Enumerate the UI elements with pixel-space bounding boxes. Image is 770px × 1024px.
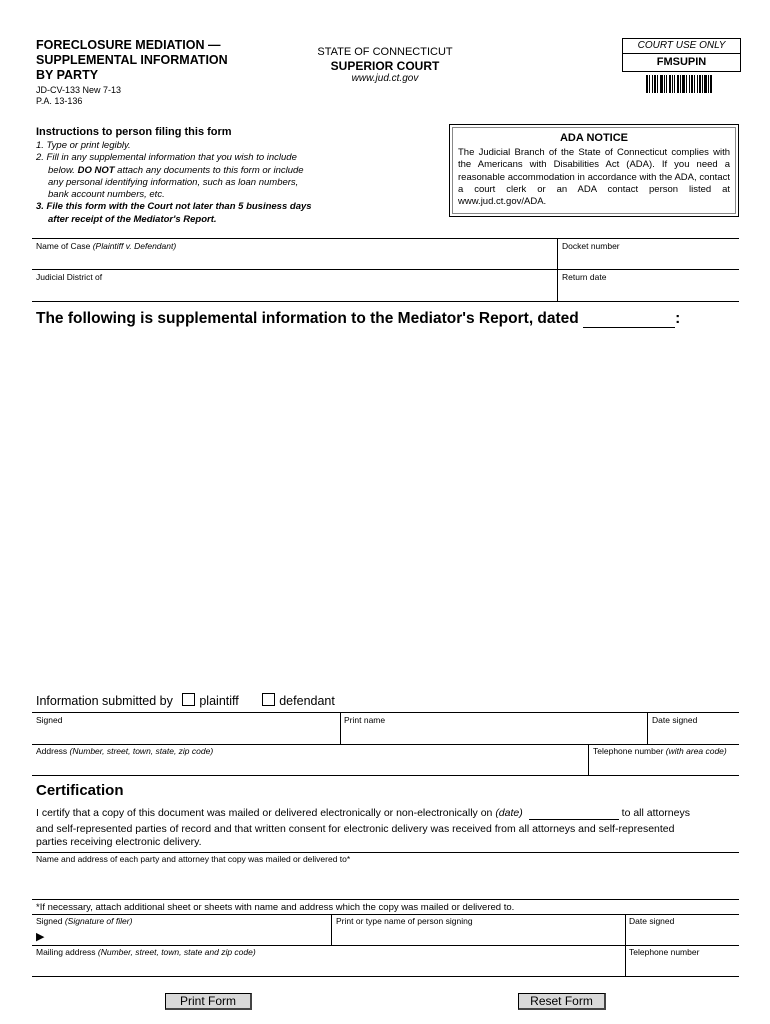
certification-title: Certification bbox=[36, 782, 124, 799]
instruction-3-line-2: after receipt of the Mediator's Report. bbox=[48, 213, 217, 225]
instruction-2-line-3: any personal identifying information, such as loan numbers, bbox=[48, 176, 299, 188]
supplemental-info-heading: The following is supplemental information to the Mediator's Report, dated : bbox=[36, 310, 681, 327]
reset-form-button[interactable]: Reset Form bbox=[518, 993, 606, 1010]
ada-notice-box bbox=[449, 124, 739, 217]
title-line-3: BY PARTY bbox=[36, 68, 99, 82]
instruction-2-line-4: bank account numbers, etc. bbox=[48, 189, 165, 201]
date-signed-field[interactable]: Date signed bbox=[652, 715, 698, 725]
print-form-button[interactable]: Print Form bbox=[165, 993, 252, 1010]
court-name: SUPERIOR COURT bbox=[330, 59, 440, 73]
form-title bbox=[36, 38, 228, 83]
docket-number-field[interactable]: Docket number bbox=[562, 241, 620, 251]
instruction-2: 2. Fill in any supplemental information that you wish to include bbox=[36, 152, 297, 164]
website: www.jud.ct.gov bbox=[351, 73, 419, 84]
instruction-1: 1. Type or print legibly. bbox=[36, 140, 131, 151]
address-field[interactable]: Address (Number, street, town, state, zip code) bbox=[36, 746, 214, 756]
certification-date-signed-field[interactable]: Date signed bbox=[629, 916, 675, 926]
telephone-field[interactable]: Telephone number (with area code) bbox=[593, 746, 727, 756]
certification-text: I certify that a copy of this document was mailed or delivered electronically or non-electronically on (date) to all attorneys and self-represented parties of record and that written consent for electronic delivery was received from all attorneys and self-represented parties receiving electronic delivery. bbox=[36, 807, 690, 848]
form-number-block bbox=[36, 85, 121, 107]
plaintiff-checkbox[interactable] bbox=[182, 693, 195, 706]
signed-field[interactable]: Signed bbox=[36, 715, 63, 725]
title-line-1: FORECLOSURE MEDIATION — bbox=[36, 38, 221, 52]
title-line-2: SUPPLEMENTAL INFORMATION bbox=[36, 53, 228, 67]
name-and-address-field[interactable]: Name and address of each party and attorney that copy was mailed or delivered to* bbox=[36, 854, 351, 864]
ada-notice-title: ADA NOTICE bbox=[559, 132, 629, 144]
state-name: STATE OF CONNECTICUT bbox=[317, 46, 453, 58]
ada-notice-body: The Judicial Branch of the State of Connecticut complies with the Americans with Disabilities Act (ADA). If you need a reasonable accommodation in accordance with the ADA, contact a court clerk or an ADA contact person listed at www.jud.ct.gov/ADA. bbox=[458, 147, 730, 208]
mediator-report-date-field[interactable] bbox=[583, 309, 675, 328]
defendant-label: defendant bbox=[279, 694, 335, 708]
form-number: JD-CV-133 New 7-13 bbox=[36, 85, 122, 95]
certification-telephone-field[interactable]: Telephone number bbox=[629, 947, 700, 957]
instruction-3: 3. File this form with the Court not later than 5 business days bbox=[36, 201, 312, 213]
print-type-name-field[interactable]: Print or type name of person signing bbox=[336, 916, 473, 926]
return-date-field[interactable]: Return date bbox=[562, 272, 607, 282]
submitted-by-row bbox=[36, 693, 335, 708]
instructions-list bbox=[36, 140, 356, 226]
name-of-case-field[interactable]: Name of Case (Plaintiff v. Defendant) bbox=[36, 241, 177, 251]
plaintiff-label: plaintiff bbox=[199, 694, 239, 708]
print-name-field[interactable]: Print name bbox=[344, 715, 386, 725]
court-use-box bbox=[622, 38, 741, 72]
sign-here-arrow-icon: ▶ bbox=[36, 931, 45, 943]
judicial-district-field[interactable]: Judicial District of bbox=[36, 272, 103, 282]
mailing-address-field[interactable]: Mailing address (Number, street, town, state and zip code) bbox=[36, 947, 256, 957]
court-use-only-label: COURT USE ONLY bbox=[623, 39, 740, 54]
footnote: *If necessary, attach additional sheet or sheets with name and address which the copy was mailed or delivered to. bbox=[36, 902, 515, 913]
defendant-checkbox[interactable] bbox=[262, 693, 275, 706]
barcode-icon bbox=[646, 75, 717, 93]
instruction-2-line-2: below. DO NOT attach any documents to this form or include bbox=[48, 164, 304, 176]
statute-reference: P.A. 13-136 bbox=[36, 96, 83, 106]
form-code: FMSUPIN bbox=[656, 56, 707, 68]
instructions-title: Instructions to person filing this form bbox=[36, 126, 232, 138]
signature-of-filer-field[interactable]: Signed (Signature of filer) bbox=[36, 916, 133, 926]
submitted-by-label: Information submitted by bbox=[36, 694, 173, 708]
certification-date-field[interactable] bbox=[529, 806, 619, 820]
